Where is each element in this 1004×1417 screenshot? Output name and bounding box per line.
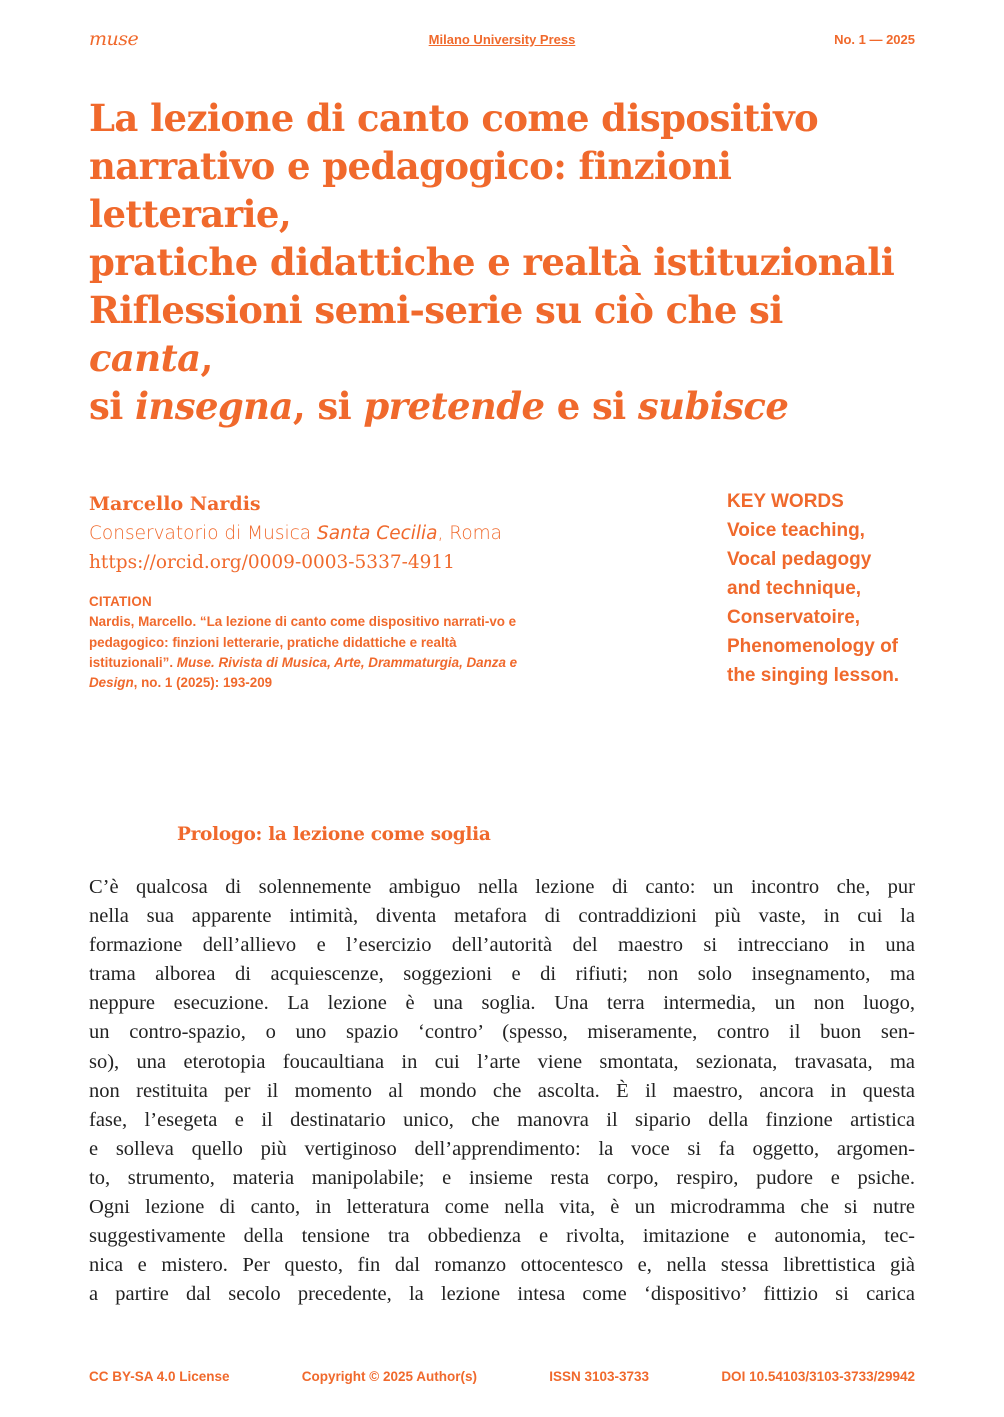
journal-logo: muse [89,28,139,50]
author-name: Marcello Nardis [89,493,261,515]
body-line: neppure esecuzione. La lezione è una soglia. Una terra intermedia, un non luogo, [89,992,915,1015]
license-label: CC BY-SA 4.0 License [89,1369,230,1384]
issn-label: ISSN 3103-3733 [549,1369,650,1384]
page-header [89,30,915,52]
author-block [89,490,529,577]
keyword-item: the singing lesson. [727,665,900,686]
orcid-link[interactable]: https://orcid.org/0009-0003-5337-4911 [89,552,455,573]
body-line: suggestivamente della tensione tra obbedienza e rivolta, imitazione e autonomia, tec- [89,1225,915,1248]
subtitle-text: , si [292,384,364,428]
body-line: fase, l’esegeta e il destinatario unico, che manovra il sipario della finzione artistica [89,1108,915,1131]
body-line: so), una eterotopia foucaultiana in cui l’arte viene smontata, sezionata, travasata, ma [89,1050,915,1073]
citation-journal: Muse. Rivista di Musica, Arte, Drammaturgia, Danza e Design [89,654,518,691]
keywords-block [727,487,927,690]
subtitle-emphasis: subisce [637,384,789,428]
keywords-label: KEY WORDS [727,491,844,512]
body-line: non restituita per il momento al mondo che ascolta. È il maestro, ancora in questa [89,1079,915,1102]
author-affiliation [89,519,529,548]
body-line: e solleva quello più vertiginoso dell’apprendimento: la voce si fa oggetto, argomen- [89,1137,915,1160]
subtitle-text: Riflessioni semi-serie su ciò che si [89,288,783,332]
affiliation-text: Conservatorio di Musica [89,523,318,544]
body-line: un contro-spazio, o uno spazio ‘contro’ (spesso, miseramente, contro il buon sen- [89,1021,915,1044]
body-line: nica e mistero. Per questo, fin dal romanzo ottocentesco e, nella stessa librettistica già [89,1254,915,1277]
issue-number: No. 1 — 2025 [834,32,915,47]
affiliation-institution: Santa Cecilia [317,523,438,544]
subtitle-emphasis: insegna [134,384,293,428]
keyword-item: Phenomenology of [727,636,898,657]
body-line: C’è qualcosa di solennemente ambiguo nella lezione di canto: un incontro che, pur [89,876,915,898]
doi-label: DOI 10.54103/3103-3733/29942 [721,1369,915,1384]
subtitle-text: e si [544,384,638,428]
subtitle-text: , [200,336,213,380]
body-line: to, strumento, materia manipolabile; e insieme resta corpo, respiro, pudore e psiche. [89,1166,915,1189]
page-footer [89,1369,915,1387]
affiliation-text: , Roma [437,523,502,544]
citation-label: CITATION [89,594,152,609]
subtitle-line [89,384,788,428]
keyword-item: Vocal pedagogy [727,549,872,570]
body-line: a partire dal secolo precedente, la lezione intesa come ‘dispositivo’ fittizio si carica [89,1283,915,1306]
article-title [89,94,915,430]
section-heading: Prologo: la lezione come soglia [177,824,491,845]
article-page [89,0,915,1417]
subtitle-text: si [89,384,135,428]
body-paragraph [89,873,915,1309]
publisher-link[interactable]: Milano University Press [428,32,576,47]
body-line: Ogni lezione di canto, in letteratura come nella vita, è un microdramma che si nutre [89,1196,915,1219]
body-line: formazione dell’allievo e l’esercizio dell’autorità del maestro si intrecciano in una [89,934,915,957]
subtitle-emphasis: pretende [363,384,545,428]
title-line: La lezione di canto come dispositivo [89,96,819,140]
keyword-item: and technique, [727,578,862,599]
subtitle-line [89,288,783,380]
body-line: trama alborea di acquiescenze, soggezioni e di rifiuti; non solo insegnamento, ma [89,963,915,986]
title-line: narrativo e pedagogico: finzioni letterarie, [89,144,732,236]
copyright-label: Copyright © 2025 Author(s) [301,1369,478,1384]
citation-text [89,612,529,693]
title-line: pratiche didattiche e realtà istituzionali [89,240,895,284]
citation-body: , no. 1 (2025): 193-209 [133,675,273,691]
keyword-item: Conservatoire, [727,607,861,628]
body-line: nella sua apparente intimità, diventa metafora di contraddizioni più vaste, in cui la [89,905,915,928]
citation-body: Nardis, Marcello. “La lezione di canto come dispositivo narrati-vo e pedagogico: finzioni letterarie, pratiche didattiche e realtà istituzionali”. [89,614,517,670]
keyword-item: Voice teaching, [727,520,865,541]
citation-block [89,592,529,693]
subtitle-emphasis: canta [89,336,201,380]
